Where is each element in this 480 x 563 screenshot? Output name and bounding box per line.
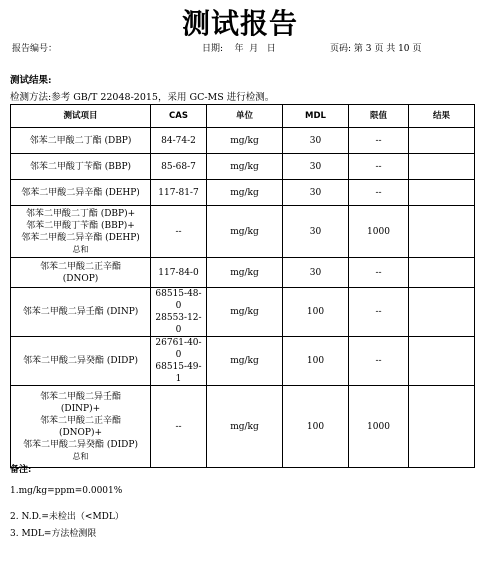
cell-limit: -- bbox=[349, 337, 409, 386]
cell-mdl: 100 bbox=[283, 386, 349, 468]
cell-test-item-line: 邻苯二甲酸二异癸酯 (DIDP) bbox=[23, 439, 138, 450]
cell-test-item-line: 邻苯二甲酸二丁酯 (DBP) bbox=[29, 135, 132, 146]
cell-cas-line: 28553-12-0 bbox=[155, 313, 202, 335]
cell-unit: mg/kg bbox=[207, 386, 283, 468]
cell-result bbox=[409, 337, 475, 386]
cell-mdl: 30 bbox=[283, 128, 349, 154]
cell-test-item-line: (DNOP)+ bbox=[58, 427, 103, 438]
cell-limit: 1000 bbox=[349, 386, 409, 468]
cell-result bbox=[409, 288, 475, 337]
cell-test-item bbox=[11, 337, 151, 386]
note-item: 2. N.D.=未检出（<MDL） bbox=[10, 512, 124, 522]
cell-cas bbox=[151, 206, 207, 258]
cell-cas bbox=[151, 180, 207, 206]
header-cas: CAS bbox=[151, 105, 207, 128]
cell-test-item-line: 邻苯二甲酸二异辛酯 (DEHP) bbox=[21, 187, 140, 198]
cell-test-item-line: (DINP)+ bbox=[60, 403, 101, 414]
cell-test-item-line: 邻苯二甲酸丁苄酯 (BBP) bbox=[29, 161, 132, 172]
date-label: 日期: 年 月 日 bbox=[202, 44, 276, 54]
cell-limit: -- bbox=[349, 154, 409, 180]
table-row bbox=[11, 288, 475, 337]
header-unit: 单位 bbox=[207, 105, 283, 128]
cell-limit: 1000 bbox=[349, 206, 409, 258]
cell-cas-line: 68515-49-1 bbox=[155, 362, 202, 384]
cell-limit: -- bbox=[349, 180, 409, 206]
header-mdl: MDL bbox=[283, 105, 349, 128]
cell-cas-line: -- bbox=[175, 226, 182, 237]
cell-test-item-line: 总和 bbox=[72, 244, 89, 254]
cell-cas-line: -- bbox=[175, 421, 182, 432]
cell-result bbox=[409, 154, 475, 180]
cell-test-item-line: 邻苯二甲酸二异辛酯 (DEHP) bbox=[21, 232, 140, 243]
table-row bbox=[11, 154, 475, 180]
cell-mdl: 30 bbox=[283, 206, 349, 258]
cell-cas-line: 84-74-2 bbox=[161, 135, 196, 146]
cell-result bbox=[409, 386, 475, 468]
cell-cas-line: 117-81-7 bbox=[158, 187, 199, 198]
cell-unit: mg/kg bbox=[207, 288, 283, 337]
cell-cas bbox=[151, 288, 207, 337]
header-test-item: 测试项目 bbox=[11, 105, 151, 128]
cell-unit: mg/kg bbox=[207, 206, 283, 258]
cell-test-item bbox=[11, 288, 151, 337]
cell-test-item bbox=[11, 180, 151, 206]
table-header-row bbox=[11, 105, 475, 128]
cell-mdl: 100 bbox=[283, 337, 349, 386]
results-table bbox=[10, 104, 475, 468]
cell-unit: mg/kg bbox=[207, 258, 283, 288]
cell-cas bbox=[151, 154, 207, 180]
cell-unit: mg/kg bbox=[207, 128, 283, 154]
table-row bbox=[11, 206, 475, 258]
cell-test-item bbox=[11, 258, 151, 288]
notes-title: 备注: bbox=[10, 465, 32, 475]
cell-unit: mg/kg bbox=[207, 180, 283, 206]
cell-cas-line: 85-68-7 bbox=[161, 161, 196, 172]
cell-limit: -- bbox=[349, 128, 409, 154]
header-result: 结果 bbox=[409, 105, 475, 128]
header-limit: 限值 bbox=[349, 105, 409, 128]
cell-test-item-line: (DNOP) bbox=[62, 273, 99, 284]
table-row bbox=[11, 180, 475, 206]
cell-limit: -- bbox=[349, 288, 409, 337]
cell-test-item bbox=[11, 386, 151, 468]
report-number-label: 报告编号： bbox=[12, 44, 58, 54]
cell-result bbox=[409, 128, 475, 154]
cell-result bbox=[409, 206, 475, 258]
cell-test-item-line: 邻苯二甲酸丁苄酯 (BBP)+ bbox=[26, 220, 135, 231]
cell-test-item-line: 邻苯二甲酸二丁酯 (DBP)+ bbox=[25, 208, 136, 219]
cell-test-item-line: 邻苯二甲酸二正辛酯 bbox=[39, 415, 121, 426]
cell-test-item-line: 邻苯二甲酸二异壬酯 (DINP) bbox=[22, 307, 139, 317]
cell-test-item bbox=[11, 206, 151, 258]
cell-unit: mg/kg bbox=[207, 337, 283, 386]
cell-cas-line: 117-84-0 bbox=[158, 267, 199, 278]
table-row bbox=[11, 337, 475, 386]
cell-limit: -- bbox=[349, 258, 409, 288]
cell-result bbox=[409, 258, 475, 288]
test-method: 检测方法:参考 GB/T 22048-2015，采用 GC-MS 进行检测。 bbox=[10, 92, 275, 103]
cell-cas bbox=[151, 337, 207, 386]
cell-test-item-line: 邻苯二甲酸二异壬酯 bbox=[39, 391, 121, 402]
cell-mdl: 30 bbox=[283, 258, 349, 288]
cell-cas-line: 26761-40-0 bbox=[155, 338, 202, 360]
section-title: 测试结果: bbox=[10, 75, 52, 86]
cell-test-item bbox=[11, 128, 151, 154]
cell-cas bbox=[151, 258, 207, 288]
cell-cas bbox=[151, 128, 207, 154]
cell-cas bbox=[151, 386, 207, 468]
report-title: 测试报告 bbox=[181, 7, 298, 40]
cell-cas-line: 68515-48-0 bbox=[155, 289, 202, 311]
table-row bbox=[11, 128, 475, 154]
report-meta-line bbox=[12, 41, 468, 55]
note-item: 1.mg/kg=ppm=0.0001% bbox=[10, 486, 123, 496]
cell-test-item-line: 邻苯二甲酸二异癸酯 (DIDP) bbox=[23, 356, 138, 366]
cell-test-item-line: 邻苯二甲酸二正辛酯 bbox=[39, 261, 121, 272]
note-item: 3. MDL=方法检测限 bbox=[10, 529, 97, 539]
cell-unit: mg/kg bbox=[207, 154, 283, 180]
cell-mdl: 100 bbox=[283, 288, 349, 337]
cell-test-item-line: 总和 bbox=[72, 451, 89, 461]
table-row bbox=[11, 258, 475, 288]
cell-mdl: 30 bbox=[283, 180, 349, 206]
cell-result bbox=[409, 180, 475, 206]
cell-test-item bbox=[11, 154, 151, 180]
table-row bbox=[11, 386, 475, 468]
cell-mdl: 30 bbox=[283, 154, 349, 180]
page-info: 页码: 第 3 页 共 10 页 bbox=[330, 44, 422, 54]
